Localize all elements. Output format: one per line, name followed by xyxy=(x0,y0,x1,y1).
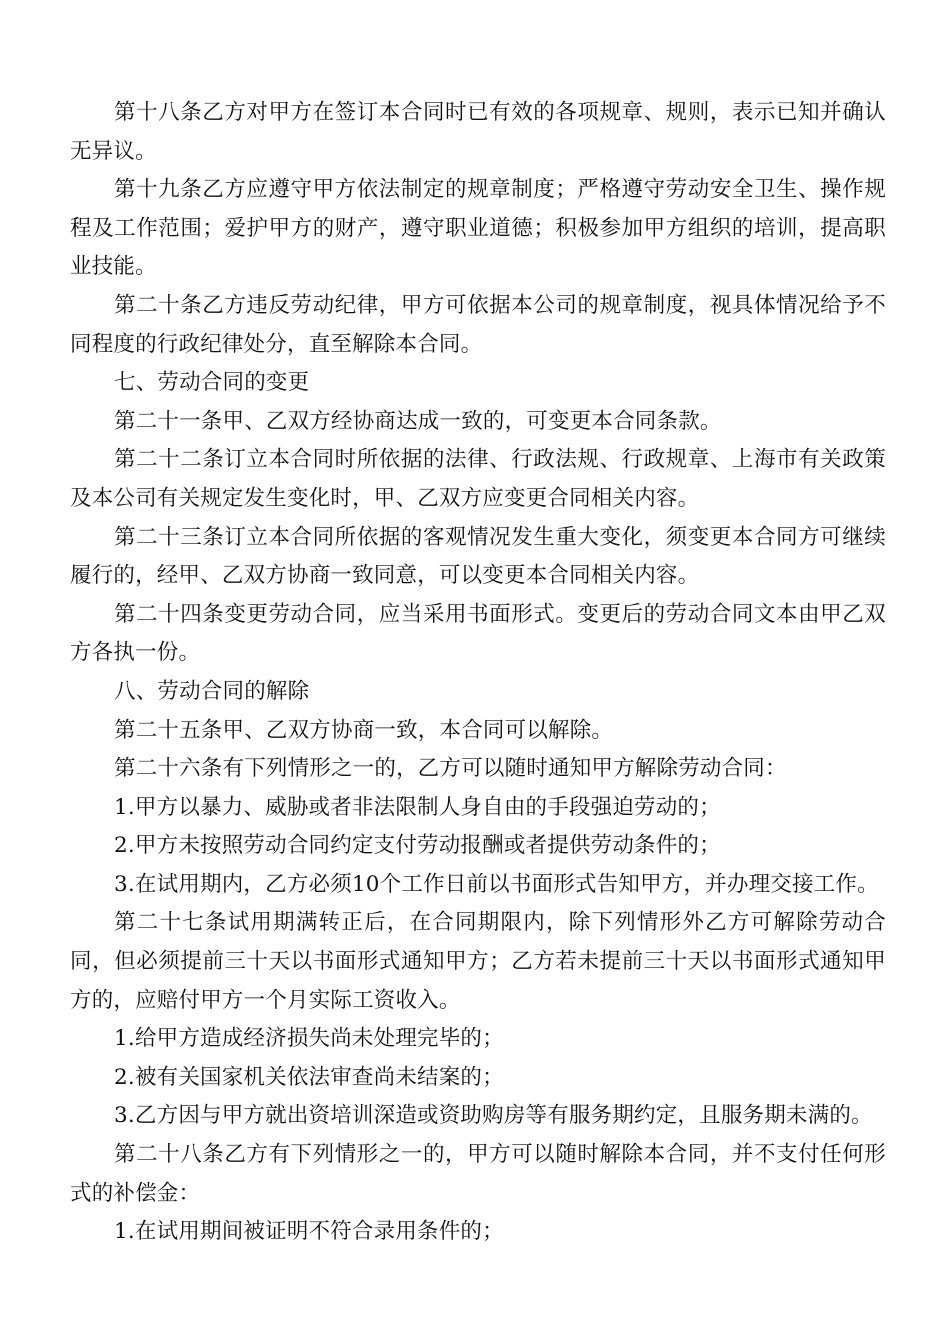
article-19-paragraph: 第十九条乙方应遵守甲方依法制定的规章制度；严格遵守劳动安全卫生、操作规程及工作范围；爱护甲方的财产，遵守职业道德；积极参加甲方组织的培训，提高职业技能。 xyxy=(70,177,886,280)
article-27-item-1: 1.给甲方造成经济损失尚未处理完毕的； xyxy=(114,1026,504,1052)
article-23-paragraph: 第二十三条订立本合同所依据的客观情况发生重大变化，须变更本合同方可继续履行的，经甲、乙双方协商一致同意，可以变更本合同相关内容。 xyxy=(70,524,886,589)
article-27-item-2: 2.被有关国家机关依法审查尚未结案的； xyxy=(114,1064,504,1090)
article-26-item-1: 1.甲方以暴力、威胁或者非法限制人身自由的手段强迫劳动的； xyxy=(114,794,721,820)
section-7-heading: 七、劳动合同的变更 xyxy=(114,370,310,396)
article-18-paragraph: 第十八条乙方对甲方在签订本合同时已有效的各项规章、规则，表示已知并确认无异议。 xyxy=(70,100,886,164)
article-21-paragraph: 第二十一条甲、乙双方经协商达成一致的，可变更本合同条款。 xyxy=(114,408,722,434)
document-body xyxy=(70,94,886,1252)
article-27-paragraph: 第二十七条试用期满转正后，在合同期限内，除下列情形外乙方可解除劳动合同，但必须提前三十天以书面形式通知甲方；乙方若未提前三十天以书面形式通知甲方的，应赔付甲方一个月实际工资收入。 xyxy=(70,910,886,1013)
section-8-heading: 八、劳动合同的解除 xyxy=(114,678,310,704)
article-26-item-2: 2.甲方未按照劳动合同约定支付劳动报酬或者提供劳动条件的； xyxy=(114,833,721,859)
article-26-paragraph: 第二十六条有下列情形之一的，乙方可以随时通知甲方解除劳动合同： xyxy=(114,756,787,782)
article-24-paragraph: 第二十四条变更劳动合同，应当采用书面形式。变更后的劳动合同文本由甲乙双方各执一份。 xyxy=(70,601,886,666)
article-20-paragraph: 第二十条乙方违反劳动纪律，甲方可依据本公司的规章制度，视具体情况给予不同程度的行政纪律处分，直至解除本合同。 xyxy=(70,292,886,357)
article-26-item-3: 3.在试用期内，乙方必须10个工作日前以书面形式告知甲方，并办理交接工作。 xyxy=(114,871,879,897)
article-28-item-1: 1.在试用期间被证明不符合录用条件的； xyxy=(114,1219,504,1245)
article-25-paragraph: 第二十五条甲、乙双方协商一致，本合同可以解除。 xyxy=(114,717,614,743)
article-27-item-3: 3.乙方因与甲方就出资培训深造或资助购房等有服务期约定，且服务期未满的。 xyxy=(114,1103,873,1129)
article-22-paragraph: 第二十二条订立本合同时所依据的法律、行政法规、行政规章、上海市有关政策及本公司有关规定发生变化时，甲、乙双方应变更合同相关内容。 xyxy=(70,447,886,511)
article-28-paragraph: 第二十八条乙方有下列情形之一的，甲方可以随时解除本合同，并不支付任何形式的补偿金： xyxy=(70,1142,886,1206)
